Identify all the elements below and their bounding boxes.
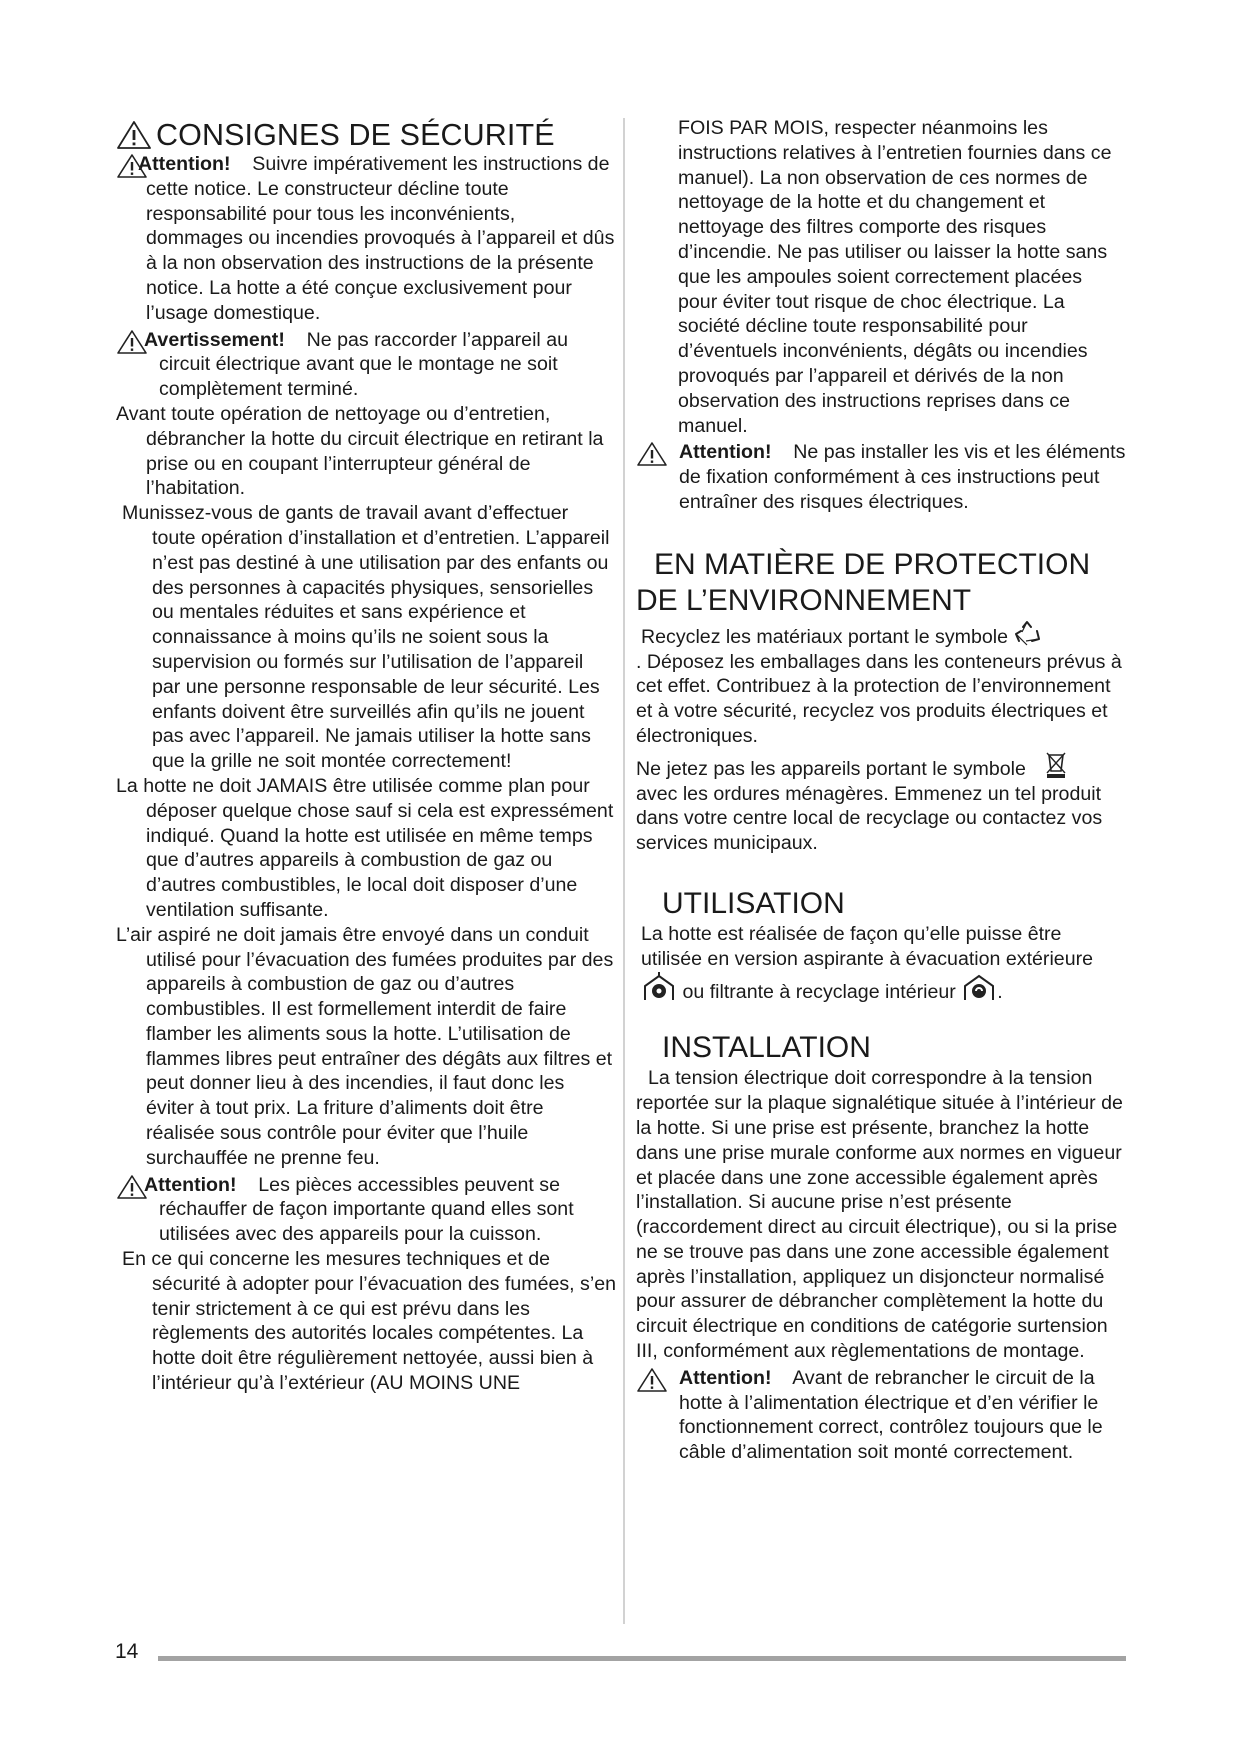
env-text-2: . Déposez les emballages dans les conteneurs prévus à cet effet. Contribuez à la protection de l’environnement et à votre sécurité, recyclez vos produits électriques et électroniques. <box>636 650 1122 747</box>
environment-title-line-1: EN MATIÈRE DE PROTECTION <box>654 547 1091 581</box>
page-number: 14 <box>115 1640 139 1663</box>
env-text-1: Recyclez les matériaux portant le symbole <box>641 625 1008 648</box>
installation-title: INSTALLATION <box>662 1031 871 1065</box>
warning-triangle-icon <box>636 1367 668 1393</box>
warning-triangle-icon <box>116 120 152 150</box>
warning-label: Avertissement! <box>144 328 285 351</box>
warning-triangle-icon <box>116 329 148 355</box>
attention-label: Attention! <box>679 441 772 464</box>
extraction-mode-icon <box>641 972 677 1002</box>
attention-note-2 <box>116 1173 616 1247</box>
util-text-1: La hotte est réalisée de façon qu’elle puisse être utilisée en version aspirante à évacuation extérieure <box>641 922 1094 970</box>
left-column <box>116 118 616 1396</box>
crossed-bin-icon <box>1043 749 1069 779</box>
attention-note-3 <box>636 440 1126 514</box>
util-text-2: ou filtrante à recyclage intérieur <box>682 980 956 1003</box>
para-cleaning: Avant toute opération de nettoyage ou d’entretien, débrancher la hotte du circuit électrique en retirant la prise ou en coupant l’interrupteur général de l’habitation. <box>116 402 604 500</box>
safety-heading <box>116 118 616 152</box>
utilisation-title: UTILISATION <box>662 886 845 920</box>
attention-label: Attention! <box>679 1366 772 1389</box>
attention-text: Les pièces accessibles peuvent se réchauffer de façon importante quand elles sont utilisées avec des appareils pour la cuisson. <box>159 1173 574 1246</box>
warning-note <box>116 328 616 402</box>
para-measures: En ce qui concerne les mesures techniques et de sécurité à adopter pour l’évacuation des fumées, s’en tenir strictement à ce qui est prévu dans les règlements des autorités locales compétentes. La hotte doit être régulièrement nettoyée, aussi bien à l’intérieur qu’à l’extérieur (AU MOINS UNE <box>122 1248 616 1395</box>
environment-title-line-2: DE L’ENVIRONNEMENT <box>636 583 972 617</box>
warning-triangle-icon <box>116 153 148 179</box>
recirculation-mode-icon <box>961 972 997 1002</box>
para-air: L’air aspiré ne doit jamais être envoyé dans un conduit utilisé pour l’évacuation des fumées produites par des appareils à combustion de gaz ou d’autres combustibles. Il est formellement interdit de faire flamber les aliments sous la hotte. L’utilisation de flammes libres peut entraîner des dégâts aux filtres et peut donner lieu à des incendies, il faut donc les éviter à tout prix. La friture d’aliments doit être réalisée sous contrôle pour éviter que l’huile surchauffée ne prenne feu. <box>116 923 614 1169</box>
attention-label: Attention! <box>144 1173 237 1196</box>
utilisation-text <box>636 922 1126 1004</box>
env-text-3: Ne jetez pas les appareils portant le symbole <box>636 757 1026 780</box>
installation-text: La tension électrique doit correspondre à la tension reportée sur la plaque signalétique située à l’intérieur de la hotte. Si une prise est présente, branchez la hotte dans une prise murale conforme aux normes en vigueur et placée dans une zone accessible également après l’installation. Si aucune prise n’est présente (raccordement direct au circuit électrique), ou si la prise ne se trouve pas dans une zone accessible également après l’installation, appliquez un disjoncteur normalisé pour assurer de débrancher complètement la hotte du circuit électrique en conditions de catégorie surtension III, conformément aux règlementations de montage. <box>636 1067 1123 1363</box>
column-divider <box>623 118 625 1624</box>
attention-text: Suivre impérativement les instructions de cette notice. Le constructeur décline toute responsabilité pour tous les inconvénients, dommages ou incendies provoqués à l’appareil et dûs à la non observation des instructions de la présente notice. La hotte a été conçue exclusivement pour l’usage domestique. <box>146 153 615 324</box>
continued-text: FOIS PAR MOIS, respecter néanmoins les instructions relatives à l’entretien fournies dans ce manuel). La non observation de ces normes de nettoyage de la hotte et du changement et nettoyage des filtres comporte des risques d’incendie. Ne pas utiliser ou laisser la hotte sans que les ampoules soient correctement placées pour éviter tout risque de choc électrique. La société décline toute responsabilité pour d’éventuels inconvénients, dégâts ou incendies provoqués par l’appareil et dérivés de la non observation des instructions reprises dans ce manuel. <box>678 117 1112 437</box>
warning-text: Ne pas raccorder l’appareil au circuit électrique avant que le montage ne soit complètement terminé. <box>159 328 569 401</box>
warning-triangle-icon <box>116 1174 148 1200</box>
attention-text: Avant de rebrancher le circuit de la hotte à l’alimentation électrique et d’en vérifier le fonctionnement correct, contrôlez toujours que le câble d’alimentation soit monté correctement. <box>679 1366 1103 1464</box>
para-plan: La hotte ne doit JAMAIS être utilisée comme plan pour déposer quelque chose sauf si cela est expressément indiqué. Quand la hotte est utilisée en même temps que d’autres appareils à combustion de gaz ou d’autres combustibles, le local doit disposer d’une ventilation suffisante. <box>116 774 614 921</box>
warning-triangle-icon <box>636 441 668 467</box>
attention-text: Ne pas installer les vis et les éléments de fixation conformément à ces instructions peut entraîner des risques électriques. <box>679 441 1126 513</box>
para-gloves: Munissez-vous de gants de travail avant d’effectuer toute opération d’installation et d’entretien. L’appareil n’est pas destiné à une utilisation par des enfants ou des personnes à capacités physiques, sensorielles ou mentales réduites et sans expérience et connaissance à moins qu’ils ne soient sous la supervision ou formés sur l’utilisation de l’appareil par une personne responsable de leur sécurité. Les enfants doivent être surveillés afin qu’ils ne jouent pas avec l’appareil. Ne jamais utiliser la hotte sans que la grille ne soit montée correctement! <box>122 502 610 773</box>
right-column <box>636 116 1126 1465</box>
footer-rule <box>158 1656 1126 1661</box>
environment-text <box>636 619 1126 650</box>
env-text-4: avec les ordures ménagères. Emmenez un tel produit dans votre centre local de recyclage ou contactez vos services municipaux. <box>636 782 1103 855</box>
safety-title: CONSIGNES DE SÉCURITÉ <box>156 118 555 152</box>
attention-note-1 <box>116 152 616 326</box>
util-text-3: . <box>997 980 1003 1003</box>
env-text-3-line <box>636 749 1126 782</box>
attention-label: Attention! <box>138 153 231 175</box>
recycle-icon <box>1013 619 1043 647</box>
attention-note-4 <box>636 1366 1126 1465</box>
